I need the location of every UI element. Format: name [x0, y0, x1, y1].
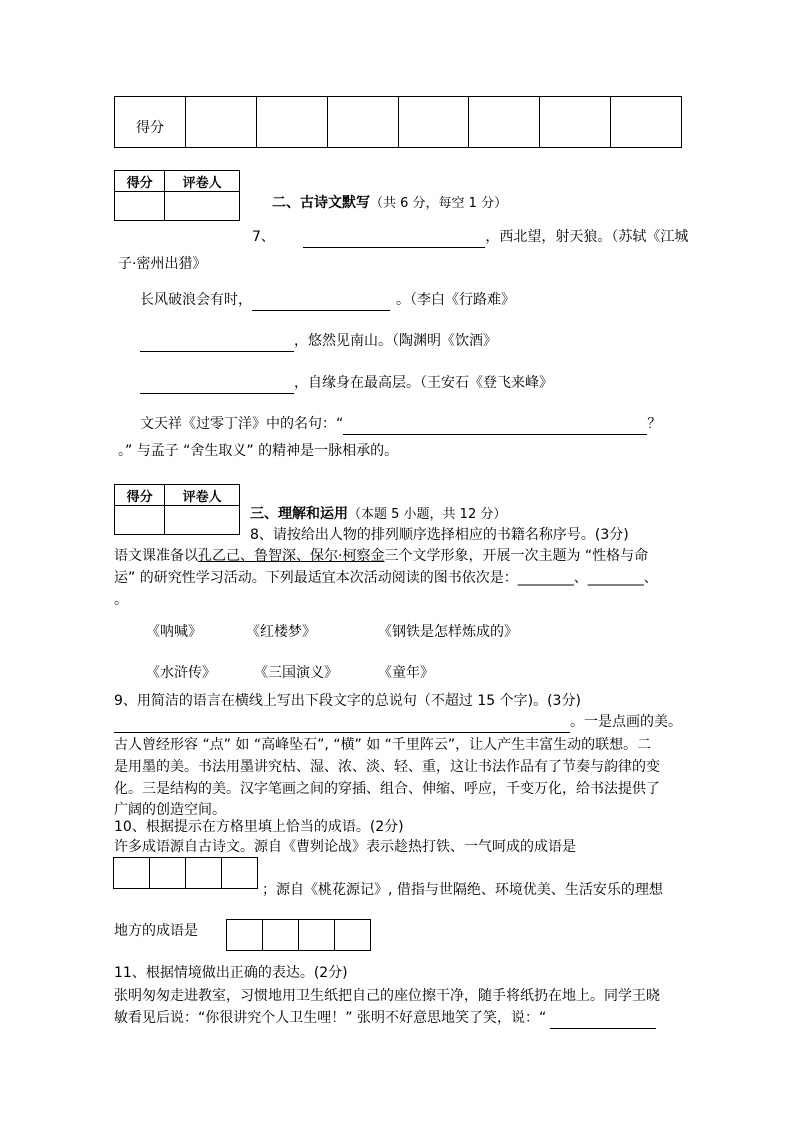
idiom-grid-1 [113, 857, 258, 889]
q10-line2: ；源自《桃花源记》, 借指与世隔绝、环境优美、生活安乐的理想 [262, 882, 663, 898]
q7-line1-tail: ，西北望，射天狼。（苏轼《江城 [485, 229, 689, 245]
score-cell[interactable] [469, 97, 540, 148]
idiom-grid-2 [226, 919, 371, 951]
idiom-cell[interactable] [335, 920, 371, 951]
score-cell[interactable] [611, 97, 682, 148]
grader-name-cell[interactable] [165, 192, 240, 221]
q7-line2-head: 长风破浪会有时， [140, 292, 252, 308]
q7-line5 [140, 413, 661, 435]
score-cell[interactable] [256, 97, 327, 148]
book-option: 《钢铁是怎样炼成的》 [378, 624, 518, 640]
section3-heading [250, 503, 506, 523]
q8-line1 [114, 545, 648, 567]
q8-title: 8、请按给出人物的排列顺序选择相应的书籍名称序号。(3分) [250, 527, 629, 543]
grader-name-label: 评卷人 [165, 485, 240, 506]
q7-blank-4[interactable] [140, 379, 294, 394]
section2-title: 二、古诗文默写 [272, 195, 370, 211]
idiom-cell[interactable] [227, 920, 263, 951]
q8-line1-pre: 语文课准备以 [114, 548, 198, 564]
q7-blank-3[interactable] [140, 337, 294, 352]
grader-box [114, 170, 240, 221]
q11-line2-text: 敏看见后说：“你很讲究个人卫生哩！” 张明不好意思地笑了笑，说：“ [114, 1010, 547, 1026]
q9-line3: 是用墨的美。书法用墨讲究枯、湿、浓、淡、轻、重，这让书法作品有了节奏与韵律的变 [114, 759, 660, 775]
q9-line5: 广阔的创造空间。 [114, 802, 226, 818]
section3-title: 三、理解和运用 [250, 506, 348, 522]
q11-line1: 张明匆匆走进教室，习惯地用卫生纸把自己的座位擦干净，随手将纸扔在地上。同学王晓 [114, 988, 660, 1004]
book-option: 《三国演义》 [254, 665, 338, 681]
book-option: 《红楼梦》 [246, 624, 316, 640]
score-cell[interactable] [327, 97, 398, 148]
q10-title: 10、根据提示在方格里填上恰当的成语。(2分) [114, 819, 404, 835]
score-cell[interactable] [186, 97, 257, 148]
idiom-cell[interactable] [186, 858, 222, 889]
grader-box-2 [114, 484, 240, 535]
q8-line2: 运” 的研究性学习活动。下列最适宜本次活动阅读的图书依次是：________、________、 [114, 570, 658, 586]
q9-title: 9、用简洁的语言在横线上写出下段文字的总说句（不超过 15 个字)。(3分) [114, 693, 581, 709]
score-cell[interactable] [398, 97, 469, 148]
q8-line3: 。 [114, 592, 128, 608]
idiom-cell[interactable] [222, 858, 258, 889]
score-label: 得分 [115, 97, 186, 148]
grader-score-label: 得分 [115, 485, 165, 506]
grader-name-label: 评卷人 [165, 171, 240, 192]
score-cell[interactable] [540, 97, 611, 148]
idiom-cell[interactable] [263, 920, 299, 951]
q7-line1 [252, 226, 688, 248]
idiom-cell[interactable] [114, 858, 150, 889]
grader-name-cell[interactable] [165, 506, 240, 535]
q10-line3: 地方的成语是 [114, 923, 198, 939]
grader-score-cell[interactable] [115, 192, 165, 221]
grader-score-cell[interactable] [115, 506, 165, 535]
q9-line4: 化。三是结构的美。汉字笔画之间的穿插、组合、伸缩、呼应，千变万化，给书法提供了 [114, 781, 660, 797]
q7-number: 7、 [252, 229, 275, 245]
q7-line5-head: 文天祥《过零丁洋》中的名句：“ [140, 416, 344, 432]
q7-line2-tail: 。（李白《行路难》 [396, 292, 515, 308]
q9-blank[interactable] [114, 718, 570, 733]
q7-line2 [140, 289, 515, 311]
score-table [114, 96, 682, 148]
q7-line1-cont: 子·密州出猎》 [118, 256, 207, 272]
q7-blank-2[interactable] [252, 296, 390, 311]
q9-line1 [114, 711, 682, 733]
q7-line4-tail: ，自缘身在最高层。（王安石《登飞来峰》 [294, 375, 553, 391]
q7-line5-tail: ？ [647, 416, 662, 432]
book-option: 《呐喊》 [146, 624, 202, 640]
idiom-cell[interactable] [150, 858, 186, 889]
q9-line1-tail: 。一是点画的美。 [570, 714, 682, 730]
q7-line6: 。” 与孟子 “舍生取义” 的精神是一脉相承的。 [118, 443, 399, 459]
book-option: 《童年》 [378, 665, 434, 681]
q7-line3-tail: ，悠然见南山。（陶渊明《饮酒》 [294, 333, 497, 349]
section3-note: （本题 5 小题，共 12 分） [348, 507, 507, 522]
section2-heading [272, 192, 507, 212]
q11-line2 [114, 1007, 656, 1029]
q10-line1: 许多成语源自古诗文。源自《曹刿论战》表示趁热打铁、一气呵成的成语是 [114, 839, 576, 855]
idiom-cell[interactable] [299, 920, 335, 951]
q7-blank-1[interactable] [303, 233, 485, 248]
q7-line4 [140, 372, 553, 394]
q7-line3 [140, 330, 497, 352]
book-option: 《水浒传》 [146, 665, 216, 681]
q8-line1-underlined: 孔乙己、鲁智深、保尔·柯察金 [198, 548, 385, 564]
q7-blank-5[interactable] [343, 420, 647, 435]
q11-title: 11、根据情境做出正确的表达。(2分) [114, 965, 348, 981]
grader-score-label: 得分 [115, 171, 165, 192]
q8-line1-post: 三个文学形象，开展一次主题为 “性格与命 [384, 548, 649, 564]
q9-line2: 古人曾经形容 “点” 如 “高峰坠石”, “横” 如 “千里阵云”，让人产生丰富生动的联想。二 [114, 737, 652, 753]
section2-note: （共 6 分，每空 1 分） [370, 196, 508, 211]
q11-blank[interactable] [550, 1014, 656, 1029]
